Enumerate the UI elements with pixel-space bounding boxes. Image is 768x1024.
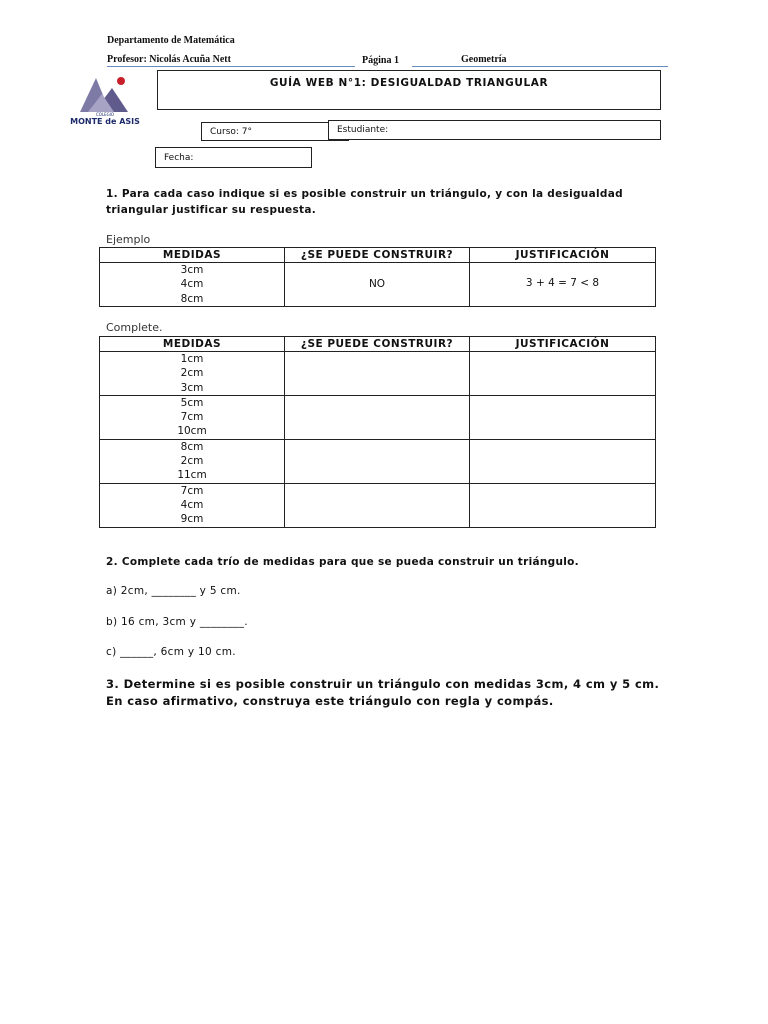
header-construir: ¿SE PUEDE CONSTRUIR? — [285, 248, 470, 263]
question-3 — [106, 676, 659, 710]
measures-cell — [100, 352, 285, 396]
subject-label: Geometría — [461, 54, 507, 65]
table-row — [100, 352, 656, 396]
measure: 9cm — [180, 513, 204, 526]
curso-label: Curso: 7° — [210, 127, 253, 137]
table-row — [100, 263, 656, 307]
answer-cell: NO — [285, 263, 470, 307]
department-label: Departamento de Matemática — [107, 35, 235, 46]
example-table — [99, 247, 656, 307]
question-1-line-1: 1. Para cada caso indique si es posible construir un triángulo, y con la desigualdad — [106, 188, 623, 200]
complete-header-row — [100, 337, 656, 352]
answer-cell[interactable] — [285, 352, 470, 396]
measure: 5cm — [180, 396, 204, 409]
question-2b: b) 16 cm, 3cm y ________. — [106, 616, 248, 628]
question-1-line-2: triangular justificar su respuesta. — [106, 204, 317, 216]
title-box — [157, 70, 661, 110]
page-title: GUÍA WEB N°1: DESIGUALDAD TRIANGULAR — [269, 77, 549, 89]
example-label: Ejemplo — [106, 233, 151, 246]
example-header-row — [100, 248, 656, 263]
header-rule-right — [412, 66, 668, 67]
justification-cell[interactable] — [470, 483, 656, 527]
measure: 2cm — [180, 367, 204, 380]
teacher-label: Profesor: Nicolás Acuña Nett — [107, 54, 231, 65]
measure: 4cm — [180, 498, 204, 511]
measure: 2cm — [180, 455, 204, 468]
header-justificacion: JUSTIFICACIÓN — [470, 337, 656, 352]
answer-cell[interactable] — [285, 439, 470, 483]
complete-table — [99, 336, 656, 528]
header-justificacion: JUSTIFICACIÓN — [470, 248, 656, 263]
table-row — [100, 483, 656, 527]
justification-cell[interactable] — [470, 439, 656, 483]
table-row — [100, 395, 656, 439]
justification-cell: 3 + 4 = 7 < 8 — [470, 263, 656, 307]
header-rule-left — [107, 66, 355, 67]
measures-cell — [100, 483, 285, 527]
fecha-label: Fecha: — [164, 153, 194, 163]
question-1 — [106, 186, 623, 218]
school-logo — [70, 72, 140, 128]
measure: 8cm — [180, 440, 204, 453]
measures-cell — [100, 439, 285, 483]
estudiante-field[interactable] — [328, 120, 661, 140]
measure: 11cm — [177, 469, 207, 482]
measure: 3cm — [180, 264, 204, 276]
justification-cell[interactable] — [470, 352, 656, 396]
header-medidas: MEDIDAS — [100, 337, 285, 352]
measure: 4cm — [180, 278, 204, 291]
logo-small-text: COLEGIO — [95, 112, 115, 117]
table-row — [100, 439, 656, 483]
question-2c: c) ______, 6cm y 10 cm. — [106, 646, 236, 658]
measure: 7cm — [180, 411, 204, 424]
measures-cell — [100, 263, 285, 307]
header-medidas: MEDIDAS — [100, 248, 285, 263]
measure: 3cm — [180, 381, 204, 394]
logo-text: MONTE de ASIS — [70, 117, 140, 126]
question-3-line-1: 3. Determine si es posible construir un triángulo con medidas 3cm, 4 cm y 5 cm. — [106, 677, 660, 691]
question-2a: a) 2cm, ________ y 5 cm. — [106, 585, 241, 597]
measures-cell — [100, 395, 285, 439]
measure: 8cm — [180, 292, 204, 305]
fecha-field[interactable] — [155, 147, 312, 168]
answer-cell[interactable] — [285, 395, 470, 439]
measure: 7cm — [180, 484, 204, 497]
page-label: Página 1 — [362, 55, 399, 66]
header-construir: ¿SE PUEDE CONSTRUIR? — [285, 337, 470, 352]
curso-field[interactable] — [201, 122, 349, 141]
measure: 10cm — [177, 425, 207, 438]
answer-cell[interactable] — [285, 483, 470, 527]
complete-label: Complete. — [106, 321, 163, 334]
measure: 1cm — [180, 353, 204, 365]
question-3-line-2: En caso afirmativo, construya este triángulo con regla y compás. — [106, 694, 554, 708]
justification-cell[interactable] — [470, 395, 656, 439]
estudiante-label: Estudiante: — [337, 125, 389, 135]
question-2: 2. Complete cada trío de medidas para que se pueda construir un triángulo. — [106, 556, 579, 568]
